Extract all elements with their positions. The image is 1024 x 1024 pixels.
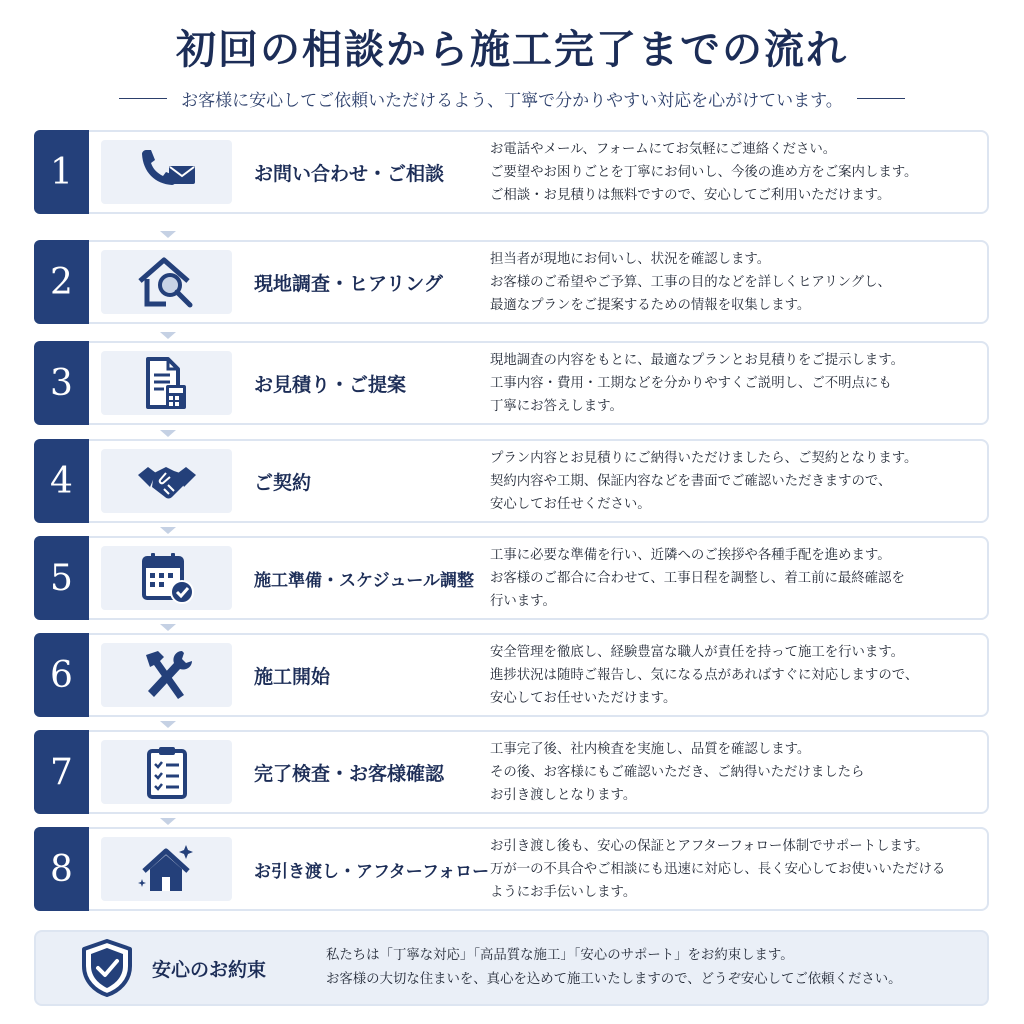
description-line: ようにお手伝いします。 xyxy=(490,884,637,900)
step-connector-arrow xyxy=(160,231,176,238)
step-number: 8 xyxy=(34,827,89,911)
description-line: その後、お客様にもご確認いただき、ご納得いただけましたら xyxy=(490,764,865,780)
description-line: お引き渡し後も、安心の保証とアフターフォロー体制でサポートします。 xyxy=(490,838,929,854)
step-card-2 xyxy=(34,240,989,324)
step-icon-box xyxy=(101,740,232,804)
clipboard-checklist-icon xyxy=(136,744,198,800)
step-title: 完了検査・お客様確認 xyxy=(254,762,445,785)
description-line: 安心してお任せください。 xyxy=(490,496,651,512)
house-sparkle-icon xyxy=(136,841,198,897)
page-subtitle: お客様に安心してご依頼いただけるよう、丁寧で分かりやすい対応を心がけています。 xyxy=(181,90,843,111)
house-search-icon xyxy=(136,254,198,310)
description-line: プラン内容とお見積りにご納得いただけましたら、ご契約となります。 xyxy=(490,450,918,466)
description-line: 万が一の不具合やご相談にも迅速に対応し、長く安心してお使いいただける xyxy=(490,861,946,877)
step-description xyxy=(470,242,987,322)
tools-icon xyxy=(136,647,198,703)
step-number: 2 xyxy=(34,240,89,324)
step-description xyxy=(470,732,987,812)
step-icon-box xyxy=(101,449,232,513)
shield-check-icon xyxy=(78,938,136,998)
description-line: 安全管理を徹底し、経験豊富な職人が責任を持って施工を行います。 xyxy=(490,644,905,660)
step-title: ご契約 xyxy=(254,471,312,494)
description-line: お引き渡しとなります。 xyxy=(490,787,637,803)
step-description xyxy=(470,132,987,212)
step-connector-arrow xyxy=(160,430,176,437)
step-card-4 xyxy=(34,439,989,523)
step-connector-arrow xyxy=(160,332,176,339)
step-connector-arrow xyxy=(160,721,176,728)
step-description xyxy=(470,441,987,521)
subtitle-divider-left xyxy=(119,98,167,99)
step-connector-arrow xyxy=(160,624,176,631)
step-number: 7 xyxy=(34,730,89,814)
step-number: 5 xyxy=(34,536,89,620)
step-card-1 xyxy=(34,130,989,214)
step-title: お見積り・ご提案 xyxy=(254,373,407,396)
description-line: お客様のご希望やご予算、工事の目的などを詳しくヒアリングし、 xyxy=(490,274,891,290)
step-title: お引き渡し・アフターフォロー xyxy=(254,861,490,882)
step-number: 1 xyxy=(34,130,89,214)
subtitle-row xyxy=(0,86,1024,110)
description-line: 最適なプランをご提案するための情報を収集します。 xyxy=(490,297,811,313)
description-line: 工事内容・費用・工期などを分かりやすくご説明し、ご不明点にも xyxy=(490,375,892,391)
step-icon-box xyxy=(101,546,232,610)
page-title: 初回の相談から施工完了までの流れ xyxy=(176,26,848,73)
handshake-icon xyxy=(136,453,198,509)
promise-title: 安心のお約束 xyxy=(152,958,267,981)
description-line: 工事に必要な準備を行い、近隣へのご挨拶や各種手配を進めます。 xyxy=(490,547,891,563)
description-line: お客様のご都合に合わせて、工事日程を調整し、着工前に最終確認を xyxy=(490,570,905,586)
step-number: 6 xyxy=(34,633,89,717)
promise-line: 私たちは「丁寧な対応」「高品質な施工」「安心のサポート」をお約束します。 xyxy=(326,948,794,963)
step-card-5 xyxy=(34,536,989,620)
step-card-7 xyxy=(34,730,989,814)
step-icon-box xyxy=(101,250,232,314)
step-number: 3 xyxy=(34,341,89,425)
step-number: 4 xyxy=(34,439,89,523)
step-card-6 xyxy=(34,633,989,717)
description-line: 契約内容や工期、保証内容などを書面でご確認いただきますので、 xyxy=(490,473,892,489)
step-icon-box xyxy=(101,351,232,415)
step-description xyxy=(470,538,987,618)
promise-line: お客様の大切な住まいを、真心を込めて施工いたしますので、どうぞ安心してご依頼ください。 xyxy=(326,972,902,987)
description-line: 進捗状況は随時ご報告し、気になる点があればすぐに対応しますので、 xyxy=(490,667,919,683)
calendar-check-icon xyxy=(136,550,198,606)
step-card-8 xyxy=(34,827,989,911)
description-line: 丁寧にお答えします。 xyxy=(490,398,623,414)
step-title: 施工準備・スケジュール調整 xyxy=(254,570,474,591)
description-line: お電話やメール、フォームにてお気軽にご連絡ください。 xyxy=(490,141,837,157)
description-line: 行います。 xyxy=(490,593,556,609)
phone-mail-icon xyxy=(136,144,198,200)
promise-box xyxy=(34,930,989,1006)
step-icon-box xyxy=(101,643,232,707)
step-connector-arrow xyxy=(160,818,176,825)
step-description xyxy=(470,343,987,423)
step-icon-box xyxy=(101,837,232,901)
description-line: ご相談・お見積りは無料ですので、安心してご利用いただけます。 xyxy=(490,187,891,203)
description-line: 担当者が現地にお伺いし、状況を確認します。 xyxy=(490,251,771,267)
step-icon-box xyxy=(101,140,232,204)
description-line: 工事完了後、社内検査を実施し、品質を確認します。 xyxy=(490,741,811,757)
step-title: お問い合わせ・ご相談 xyxy=(254,162,445,185)
step-title: 現地調査・ヒアリング xyxy=(254,272,443,295)
promise-description xyxy=(306,944,902,992)
step-card-3 xyxy=(34,341,989,425)
document-calculator-icon xyxy=(136,355,198,411)
step-description xyxy=(470,829,987,909)
step-connector-arrow xyxy=(160,527,176,534)
description-line: 現地調査の内容をもとに、最適なプランとお見積りをご提示します。 xyxy=(490,352,905,368)
description-line: ご要望やお困りごとを丁寧にお伺いし、今後の進め方をご案内します。 xyxy=(490,164,918,180)
step-description xyxy=(470,635,987,715)
subtitle-divider-right xyxy=(857,98,905,99)
description-line: 安心してお任せいただけます。 xyxy=(490,690,677,706)
step-title: 施工開始 xyxy=(254,665,331,688)
